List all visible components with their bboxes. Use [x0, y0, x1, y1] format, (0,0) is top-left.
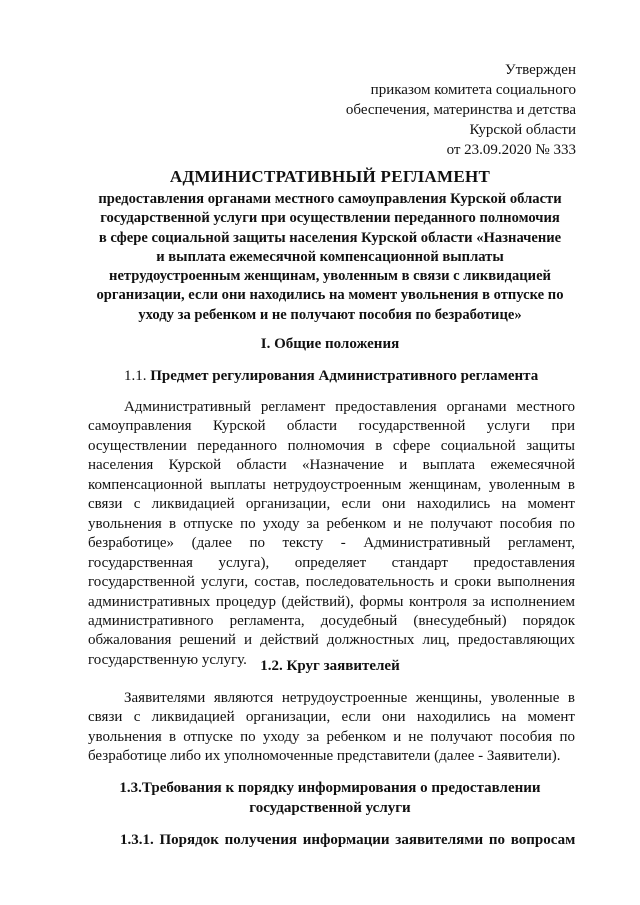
- subtitle-line: уходу за ребенком и не получают пособия по безработице»: [138, 306, 522, 323]
- approval-line: обеспечения, материнства и детства: [345, 102, 576, 118]
- approval-line: приказом комитета социального: [370, 82, 576, 98]
- subsection-title: Предмет регулирования Административного регламента: [150, 368, 539, 384]
- heading-line: 1.3.Требования к порядку информирования о предоставлении: [119, 780, 541, 796]
- heading-line: государственной услуги: [249, 800, 411, 816]
- subsection-heading-1-1: [124, 366, 584, 386]
- approval-line: Курской области: [469, 122, 576, 138]
- document-subtitle: [80, 190, 580, 325]
- paragraph-applicants: Заявителями являются нетрудоустроенные женщины, уволенные в связи с ликвидацией организации, если они находились на момент увольнения в отпуске по уходу за ребенком и не получают пособия по безработице либо их уполномоченные представители (далее - Заявители).: [88, 690, 575, 765]
- approval-line: от 23.09.2020 № 333: [446, 142, 576, 158]
- subtitle-line: государственной услуги при осуществлении переданного полномочия: [100, 210, 560, 227]
- subtitle-line: организации, если они находились на момент увольнения в отпуске по: [96, 287, 564, 304]
- approval-line: Утвержден: [504, 62, 576, 78]
- title-block: [80, 166, 580, 325]
- subsection-heading-1-3: [80, 778, 580, 818]
- section-heading: I. Общие положения: [260, 336, 400, 352]
- document-title: АДМИНИСТРАТИВНЫЙ РЕГЛАМЕНТ: [169, 167, 491, 186]
- approval-stamp: [276, 60, 576, 160]
- subtitle-line: предоставления органами местного самоуправления Курской области: [98, 191, 562, 207]
- subtitle-line: в сфере социальной защиты населения Курской области «Назначение: [98, 229, 562, 246]
- subsection-number: 1.1.: [124, 368, 147, 384]
- subsection-heading-1-2: 1.2. Круг заявителей: [260, 658, 400, 674]
- paragraph-subject: Административный регламент предоставления органами местного самоуправления Курской области государственной услуги при осуществлении переданного полномочия в сфере социальной защиты населения Курской области «Назначение и выплата ежемесячной компенсационной выплаты нетрудоустроенным женщинам, уволенным в связи с ликвидацией организации, если они находились на момент увольнения в отпуске по уходу за ребенком и не получают пособия по безработице» (далее по тексту - Административный регламент, государственная услуга), определяет стандарт предоставления государственной услуги, состав, последовательность и сроки выполнения административных процедур (действий), формы контроля за исполнением административного регламента, досудебный (внесудебный) порядок обжалования решений и действий должностных лиц, предоставляющих государственную услугу.: [88, 399, 575, 668]
- subtitle-line: нетрудоустроенным женщинам, уволенным в связи с ликвидацией: [109, 268, 551, 285]
- subtitle-line: и выплата ежемесячной компенсационной выплаты: [156, 248, 504, 265]
- subsection-heading-1-3-1: 1.3.1. Порядок получения информации заявителями по вопросам: [120, 832, 576, 848]
